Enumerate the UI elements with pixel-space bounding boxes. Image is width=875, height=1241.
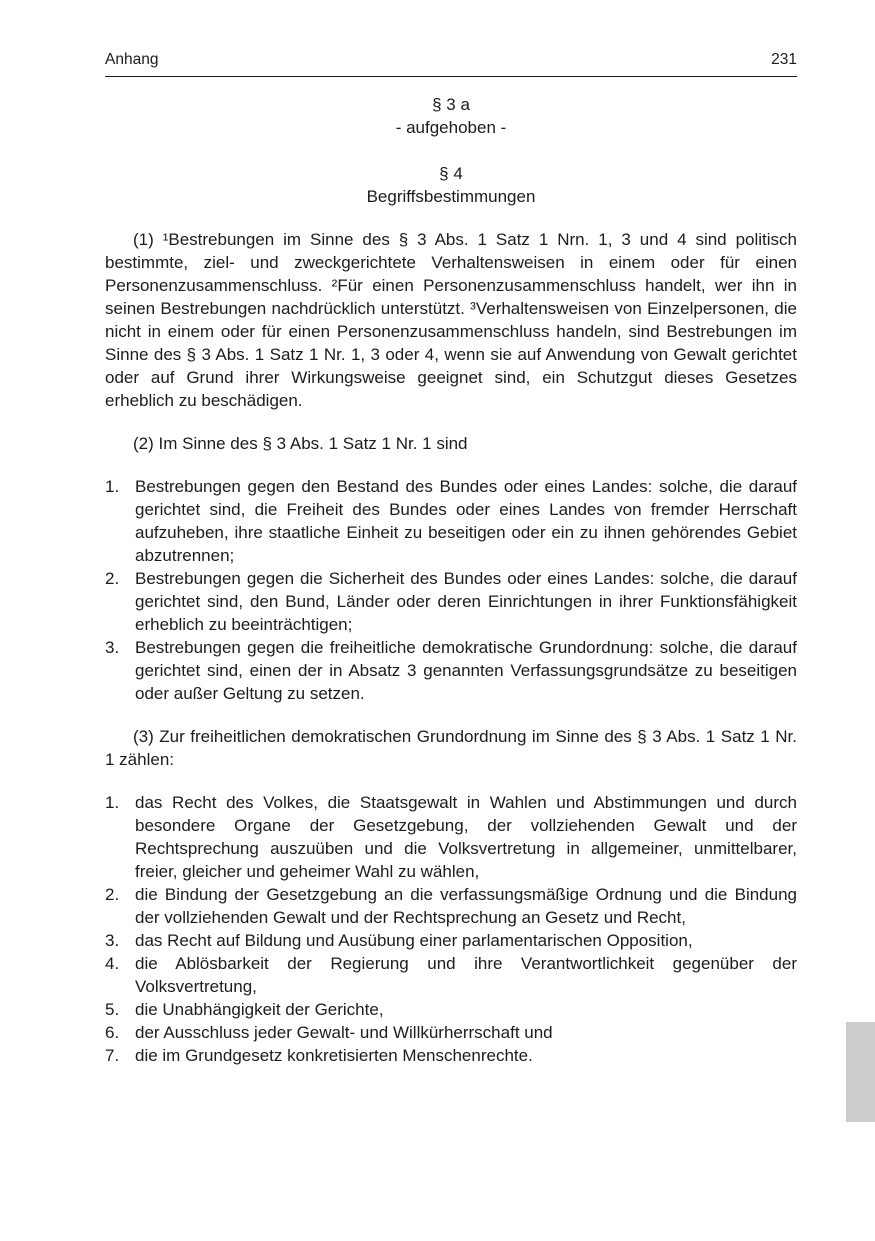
list-item-number: 1.	[105, 793, 120, 812]
section-4-subtitle: Begriffsbestimmungen	[366, 187, 536, 206]
paragraph-abs3-intro: (3) Zur freiheitlichen demokratischen Grundordnung im Sinne des § 3 Abs. 1 Satz 1 Nr. 1 zählen:	[105, 727, 797, 769]
section-4-heading: § 4	[439, 164, 463, 183]
running-header	[105, 48, 797, 77]
list-item-number: 2.	[105, 885, 120, 904]
list-item-number: 4.	[105, 954, 120, 973]
list-item	[105, 636, 797, 705]
list-item-number: 2.	[105, 569, 120, 588]
page-edge-tab	[846, 1022, 875, 1122]
list-item	[105, 883, 797, 929]
list-item-text: die im Grundgesetz konkretisierten Menschenrechte.	[135, 1046, 533, 1065]
list-item-text: die Ablösbarkeit der Regierung und ihre Verantwortlichkeit gegenüber der Volksvertretung,	[135, 954, 797, 996]
section-3a-heading: § 3 a	[432, 95, 470, 114]
section-3a-status: - aufgehoben -	[395, 118, 507, 137]
list-item-text: Bestrebungen gegen die freiheitliche demokratische Grundordnung: solche, die darauf gerichtet sind, einen der in Absatz 3 genannten Verfassungsgrundsätze zu beseitigen oder außer Geltung zu setzen.	[135, 638, 797, 703]
list-item-number: 3.	[105, 638, 120, 657]
list-item-text: Bestrebungen gegen den Bestand des Bundes oder eines Landes: solche, die darauf gerichtet sind, die Freiheit des Bundes oder eines Landes von fremder Herrschaft aufzuheben, ihre staatliche Einheit zu beseitigen oder ein zu ihnen gehörendes Gebiet abzutrennen;	[135, 477, 797, 565]
list-item-number: 3.	[105, 931, 120, 950]
list-item-number: 1.	[105, 477, 120, 496]
list-item-text: der Ausschluss jeder Gewalt- und Willkürherrschaft und	[135, 1023, 553, 1042]
list-item-number: 6.	[105, 1023, 120, 1042]
list-item	[105, 952, 797, 998]
list-item	[105, 1044, 797, 1067]
list-item	[105, 475, 797, 567]
list-item	[105, 998, 797, 1021]
list-item	[105, 567, 797, 636]
list-item-text: die Bindung der Gesetzgebung an die verfassungsmäßige Ordnung und die Bindung der vollziehenden Gewalt und der Rechtsprechung an Gesetz und Recht,	[135, 885, 797, 927]
paragraph-abs1: (1) ¹Bestrebungen im Sinne des § 3 Abs. 1 Satz 1 Nrn. 1, 3 und 4 sind politisch bestimmte, ziel- und zweckgerichtete Verhaltensweisen in einem oder für einen Personenzusammenschluss. ²Für einen Personenzusammenschluss handelt, wer ihn in seinen Bestrebungen nachdrücklich unterstützt. ³Verhaltensweisen von Einzelpersonen, die nicht in einem oder für einen Personenzusammenschluss handeln, sind Bestrebungen im Sinne des § 3 Abs. 1 Satz 1 Nr. 1, 3 oder 4, wenn sie auf Anwendung von Gewalt gerichtet oder auf Grund ihrer Wirkungsweise geeignet sind, ein Schutzgut dieses Gesetzes erheblich zu beschädigen.	[105, 230, 797, 410]
abs3-list	[105, 791, 797, 1067]
list-item-text: die Unabhängigkeit der Gerichte,	[135, 1000, 384, 1019]
paragraph-abs2-intro: (2) Im Sinne des § 3 Abs. 1 Satz 1 Nr. 1 sind	[133, 434, 468, 453]
list-item-number: 7.	[105, 1046, 120, 1065]
abs2-list	[105, 475, 797, 705]
list-item	[105, 791, 797, 883]
list-item-text: das Recht des Volkes, die Staatsgewalt in Wahlen und Abstimmungen und durch besondere Organe der Gesetzgebung, der vollziehenden Gewalt und der Rechtsprechung auszuüben und die Volksvertretung in allgemeiner, unmittelbarer, freier, gleicher und geheimer Wahl zu wählen,	[135, 793, 797, 881]
list-item-text: Bestrebungen gegen die Sicherheit des Bundes oder eines Landes: solche, die darauf gerichtet sind, den Bund, Länder oder deren Einrichtungen in ihrer Funktionsfähigkeit erheblich zu beeinträchtigen;	[135, 569, 797, 634]
list-item-number: 5.	[105, 1000, 120, 1019]
list-item	[105, 929, 797, 952]
page-content	[105, 48, 797, 1067]
page-number: 231	[771, 51, 797, 68]
list-item	[105, 1021, 797, 1044]
list-item-text: das Recht auf Bildung und Ausübung einer parlamentarischen Opposition,	[135, 931, 693, 950]
header-section-title: Anhang	[105, 51, 159, 68]
